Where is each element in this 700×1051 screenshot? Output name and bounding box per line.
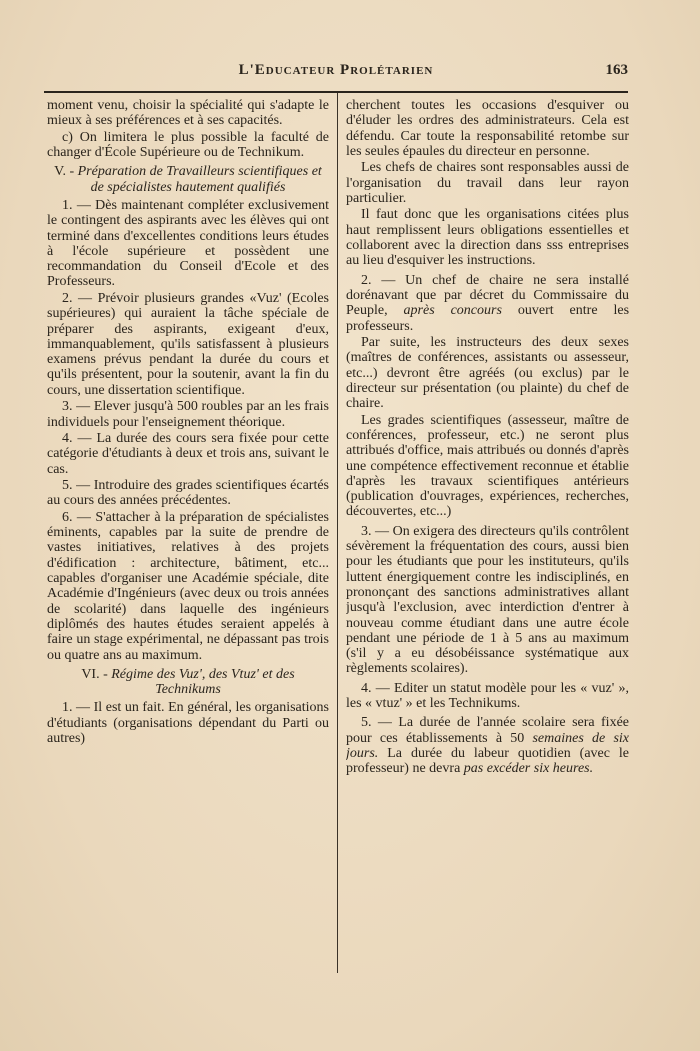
left-column bbox=[47, 98, 329, 978]
paragraph: Par suite, les instructeurs des deux sexes (maîtres de conférences, assistants ou assesseur, etc...) devront être agréés (ou exclus) par le directeur sur présentation (ou plainte) du chef de chaire. bbox=[346, 335, 629, 412]
emphasis: semaines de six jours. bbox=[346, 730, 629, 761]
paragraph: Les chefs de chaires sont responsables aussi de l'organisation du travail dans leur rayon particulier. bbox=[346, 160, 629, 206]
paragraph: 2. — Prévoir plusieurs grandes «Vuz' (Ecoles supérieures) qui auraient la tâche spéciale de préparer des aspirants, exigeant d'eux, immanquablement, qu'ils satisfassent à plusieurs examens prévus pendant la durée du cours et qu'ils présentent, pour la soutenir, avant la fin du cours, une dissertation scientifique. bbox=[47, 290, 329, 398]
heading-text: Régime des Vuz', des Vtuz' et des Technikums bbox=[111, 666, 295, 698]
section-heading-v bbox=[47, 164, 329, 195]
paragraph: 4. — Editer un statut modèle pour les « vuz' », les « vtuz' » et les Technikums. bbox=[346, 680, 629, 712]
header-rule bbox=[44, 91, 628, 93]
paragraph: 5. — Introduire des grades scientifiques écartés au cours des années précédentes. bbox=[47, 478, 329, 509]
heading-text: Préparation de Travailleurs scientifiques et de spécialistes hautement qualifiés bbox=[77, 164, 322, 195]
text-run: 5. — La durée de l'année scolaire sera fixée pour ces établissements à 50 bbox=[346, 715, 629, 746]
paragraph: c) On limitera le plus possible la faculté de changer d'École Supérieure ou de Technikum. bbox=[47, 129, 329, 161]
paragraph: Les grades scientifiques (assesseur, maître de conférences, professeur, etc.) ne seront plus attribués d'office, mais attribués ou donnés d'après une compétence effectivement reconnue et établie d'après les travaux scientifiques antérieurs (publication d'ouvrages, expériences, recherches, découvertes, etc...) bbox=[346, 412, 629, 520]
paragraph: 3. — Elever jusqu'à 500 roubles par an les frais individuels pour l'enseignement théorique. bbox=[47, 399, 329, 430]
running-header bbox=[44, 62, 628, 84]
right-column bbox=[346, 98, 629, 978]
journal-title: L'Educateur Prolétarien bbox=[238, 62, 434, 78]
paragraph: 3. — On exigera des directeurs qu'ils contrôlent sévèrement la fréquentation des cours, aussi bien pour les étudiants que pour les instituteurs, qu'ils luttent énergiquement contre les indisciplinés, en prononçant des sanctions administratives allant jusqu'à l'exclusion, avec interdiction d'entrer à nouveau comme étudiant dans une autre école pendant une période de 1 à 5 ans au maximum (s'il y a eu désobéissance systématique aux règlements scolaires). bbox=[346, 523, 629, 677]
text-run: 2. — Un chef de chaire ne sera installé dorénavant que par décret du Commissaire du Peuple, bbox=[346, 272, 629, 319]
paragraph: cherchent toutes les occasions d'esquiver ou d'éluder les ordres des administrateurs. Cela est défendu. Car toute la responsabilité retombe sur les seules épaules du directeur en personne. bbox=[346, 98, 629, 159]
paragraph bbox=[346, 273, 629, 334]
emphasis: pas excéder six heures. bbox=[463, 761, 594, 777]
paragraph: moment venu, choisir la spécialité qui s'adapte le mieux à ses préférences et à ses capacités. bbox=[47, 98, 329, 129]
heading-number: VI. - bbox=[81, 666, 108, 682]
page-number: 163 bbox=[605, 62, 628, 78]
paragraph: 6. — S'attacher à la préparation de spécialistes éminents, capables par la suite de prendre de vastes initiatives, relatives à des projets d'édification : architecture, bâtiment, etc... capables d'organiser une Académie spéciale, dite Académie d'Ingénieurs (avec deux ou trois années de scolarité) dans laquelle des ingénieurs diplômés des hautes études seraient appelés à faire un stage expérimental, ne dépassant pas trois ou quatre ans au maximum. bbox=[47, 509, 329, 663]
section-heading-vi bbox=[47, 667, 329, 698]
emphasis: après concours bbox=[403, 303, 502, 319]
column-divider bbox=[337, 93, 338, 973]
text-run: ouvert entre les professeurs. bbox=[346, 303, 629, 334]
text-run: La durée du labeur quotidien (avec le professeur) ne devra bbox=[346, 745, 629, 777]
paragraph bbox=[346, 715, 629, 776]
heading-number: V. - bbox=[54, 164, 75, 180]
paragraph: 1. — Dès maintenant compléter exclusivement le contingent des aspirants avec les élèves qui ont terminé dans d'excellentes conditions leurs études à l'école supérieure et possèdent une recommandation du Conseil d'Ecole et des Professeurs. bbox=[47, 197, 329, 290]
paragraph: 4. — La durée des cours sera fixée pour cette catégorie d'étudiants à deux et trois ans, suivant le cas. bbox=[47, 430, 329, 477]
paragraph: 1. — Il est un fait. En général, les organisations d'étudiants (organisations dépendant du Parti ou autres) bbox=[47, 700, 329, 746]
paragraph: Il faut donc que les organisations citées plus haut remplissent leurs obligations essentielles et collaborent avec la direction dans sss entreprises au lieu d'esquiver les instructions. bbox=[346, 207, 629, 269]
